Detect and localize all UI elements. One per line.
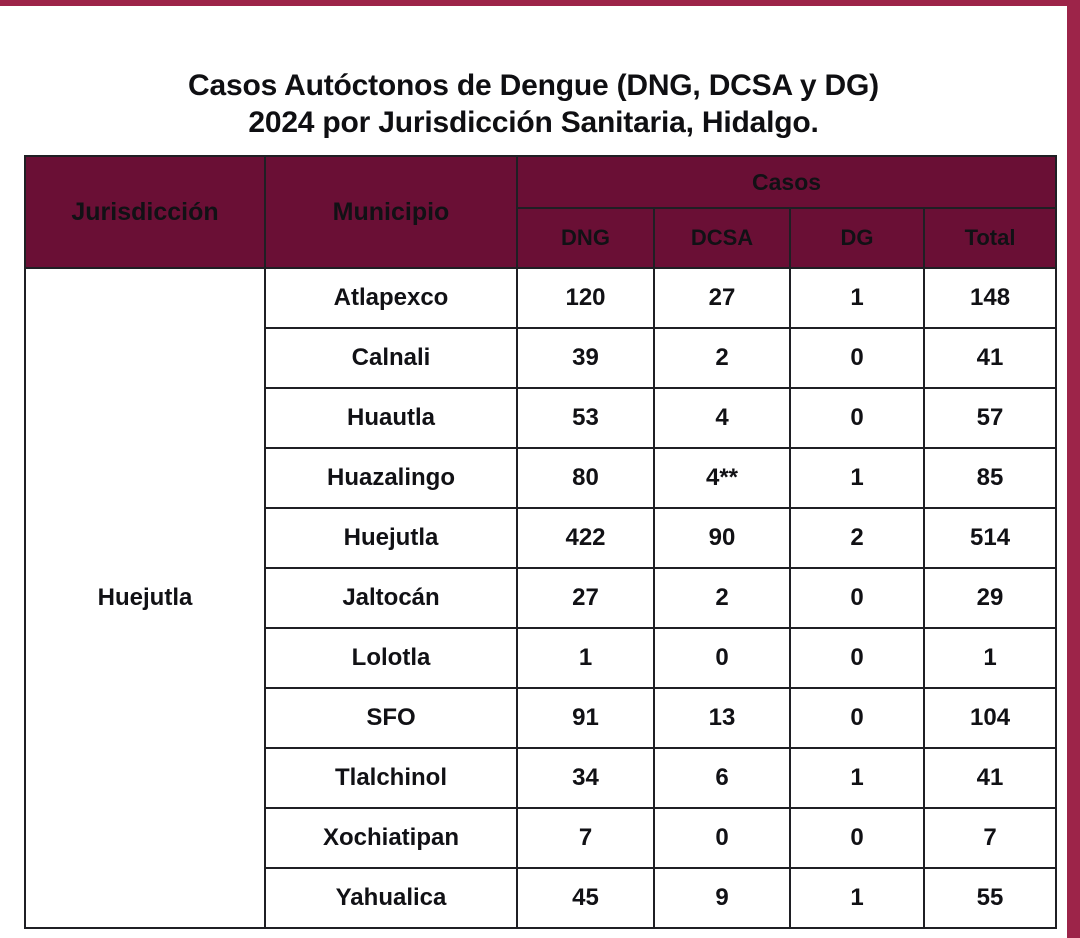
- municipio-cell: Xochiatipan: [265, 808, 517, 868]
- dng-cell: 422: [517, 508, 654, 568]
- dg-cell: 1: [790, 748, 924, 808]
- jurisdiccion-cell: Huejutla: [25, 268, 265, 928]
- dcsa-cell: 6: [654, 748, 790, 808]
- dng-cell: 120: [517, 268, 654, 328]
- dg-cell: 2: [790, 508, 924, 568]
- total-cell: 148: [924, 268, 1056, 328]
- dcsa-cell: 2: [654, 328, 790, 388]
- dcsa-cell: 13: [654, 688, 790, 748]
- municipio-cell: Huautla: [265, 388, 517, 448]
- slide-content: [0, 6, 1067, 938]
- dcsa-cell: 0: [654, 808, 790, 868]
- municipio-cell: Tlalchinol: [265, 748, 517, 808]
- dg-cell: 0: [790, 568, 924, 628]
- dng-cell: 45: [517, 868, 654, 928]
- column-header-dcsa: DCSA: [654, 208, 790, 268]
- dng-cell: 34: [517, 748, 654, 808]
- column-header-total: Total: [924, 208, 1056, 268]
- municipio-cell: Huazalingo: [265, 448, 517, 508]
- dng-cell: 91: [517, 688, 654, 748]
- total-cell: 104: [924, 688, 1056, 748]
- table-header: [25, 156, 1056, 268]
- total-cell: 1: [924, 628, 1056, 688]
- municipio-cell: SFO: [265, 688, 517, 748]
- total-cell: 41: [924, 328, 1056, 388]
- column-header-dg: DG: [790, 208, 924, 268]
- dng-cell: 1: [517, 628, 654, 688]
- page-title-line-2: 2024 por Jurisdicción Sanitaria, Hidalgo.: [248, 105, 819, 139]
- dcsa-cell: 9: [654, 868, 790, 928]
- total-cell: 41: [924, 748, 1056, 808]
- right-accent-bar: [1067, 0, 1080, 938]
- dcsa-cell: 0: [654, 628, 790, 688]
- column-header-jurisdiccion: Jurisdicción: [25, 156, 265, 268]
- total-cell: 57: [924, 388, 1056, 448]
- page-title-line-1: Casos Autóctonos de Dengue (DNG, DCSA y DG): [188, 69, 879, 102]
- dcsa-cell: 4**: [654, 448, 790, 508]
- municipio-cell: Huejutla: [265, 508, 517, 568]
- total-cell: 29: [924, 568, 1056, 628]
- dng-cell: 80: [517, 448, 654, 508]
- dg-cell: 0: [790, 328, 924, 388]
- table-row: [25, 268, 1056, 328]
- total-cell: 514: [924, 508, 1056, 568]
- total-cell: 55: [924, 868, 1056, 928]
- dng-cell: 7: [517, 808, 654, 868]
- column-header-municipio: Municipio: [265, 156, 517, 268]
- table-header-row-1: [25, 156, 1056, 208]
- dg-cell: 1: [790, 868, 924, 928]
- dcsa-cell: 4: [654, 388, 790, 448]
- dng-cell: 39: [517, 328, 654, 388]
- dengue-cases-table: [24, 155, 1057, 929]
- dg-cell: 0: [790, 628, 924, 688]
- column-header-casos: Casos: [517, 156, 1056, 208]
- municipio-cell: Lolotla: [265, 628, 517, 688]
- municipio-cell: Jaltocán: [265, 568, 517, 628]
- municipio-cell: Calnali: [265, 328, 517, 388]
- total-cell: 7: [924, 808, 1056, 868]
- dcsa-cell: 2: [654, 568, 790, 628]
- dcsa-cell: 27: [654, 268, 790, 328]
- dg-cell: 0: [790, 808, 924, 868]
- municipio-cell: Atlapexco: [265, 268, 517, 328]
- dg-cell: 1: [790, 268, 924, 328]
- municipio-cell: Yahualica: [265, 868, 517, 928]
- dg-cell: 0: [790, 388, 924, 448]
- column-header-dng: DNG: [517, 208, 654, 268]
- dng-cell: 53: [517, 388, 654, 448]
- dg-cell: 0: [790, 688, 924, 748]
- dcsa-cell: 90: [654, 508, 790, 568]
- table-body: [25, 268, 1056, 928]
- dng-cell: 27: [517, 568, 654, 628]
- total-cell: 85: [924, 448, 1056, 508]
- dg-cell: 1: [790, 448, 924, 508]
- page-title: [0, 6, 1067, 141]
